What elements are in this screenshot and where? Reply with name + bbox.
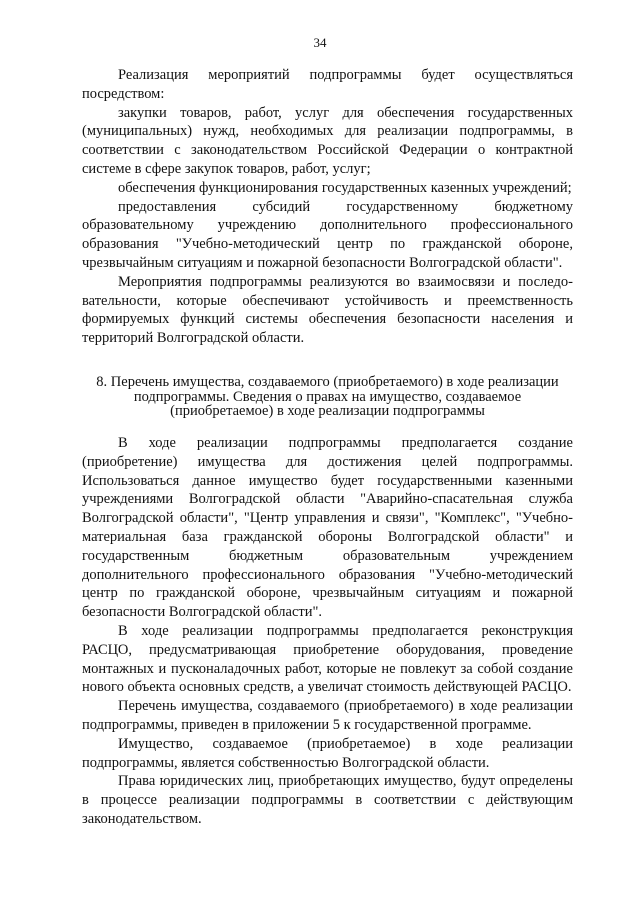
intro-paragraph-5: Мероприятия подпрограммы реализуются во взаимосвязи и последо-вательности, которые обеспечивают устойчивость и преемственность формируемых функций системы обеспечения безопасности населения и территорий Волгоградской области. xyxy=(82,273,573,347)
section-8-heading: 8. Перечень имущества, создаваемого (приобретаемого) в ходе реализации подпрограммы. Сведения о правах на имущество, создаваемое (приобретаемое) в ходе реализации подпрограммы xyxy=(96,374,559,420)
intro-paragraph-2: закупки товаров, работ, услуг для обеспечения государственных (муниципальных) нужд, необходимых для реализации подпрограммы, в соответствии с законодательством Российской Федерации о контрактной системе в сфере закупок товаров, работ, услуг; xyxy=(82,104,573,177)
intro-section xyxy=(82,66,573,348)
section-8-paragraph-3: Перечень имущества, создаваемого (приобретаемого) в ходе реализации подпрограммы, приведен в приложении 5 к государственной программе. xyxy=(82,698,573,733)
section-8-paragraph-4: Имущество, создаваемое (приобретаемое) в ходе реализации подпрограммы, является собственностью Волгоградской области. xyxy=(82,735,573,771)
section-8-paragraph-1: В ходе реализации подпрограммы предполагается создание (приобретение) имущества для достижения целей подпрограммы. Использоваться данное имущество будет государственными казенными учреждениями Волгоградской области "Аварийно-спасательная служба Волгоградской области", "Центр управления и связи", "Комплекс", "Учебно-материальная база гражданской обороны Волгоградской области" и государственным бюджетным образовательным учреждением дополнительного профессионального образования "Учебно-методический центр по гражданской обороне, чрезвычайным ситуациям и пожарной безопасности Волгоградской области". xyxy=(82,435,573,621)
page-number: 34 xyxy=(313,35,327,50)
intro-paragraph-4: предоставления субсидий государственному бюджетному образовательному учреждению дополнительного профессионального образования "Учебно-методический центр по гражданской обороне, чрезвычайным ситуациям и пожарной безопасности Волгоградской области". xyxy=(82,198,573,271)
section-8-paragraph-5: Права юридических лиц, приобретающих имущество, будут определены в процессе реализации подпрограммы в соответствии с действующим законодательством. xyxy=(82,773,573,827)
intro-paragraph-3: обеспечения функционирования государственных казенных учреждений; xyxy=(118,179,572,196)
intro-paragraph-1: Реализация мероприятий подпрограммы будет осуществляться посредством: xyxy=(82,67,573,102)
section-8-body xyxy=(82,434,573,829)
section-8-paragraph-2: В ходе реализации подпрограммы предполагается реконструкция РАСЦО, предусматривающая приобретение оборудования, проведение монтажных и пусконаладочных работ, которые не повлекут за собой создание нового объекта основных средств, а увеличат стоимость действующей РАСЦО. xyxy=(82,622,573,696)
